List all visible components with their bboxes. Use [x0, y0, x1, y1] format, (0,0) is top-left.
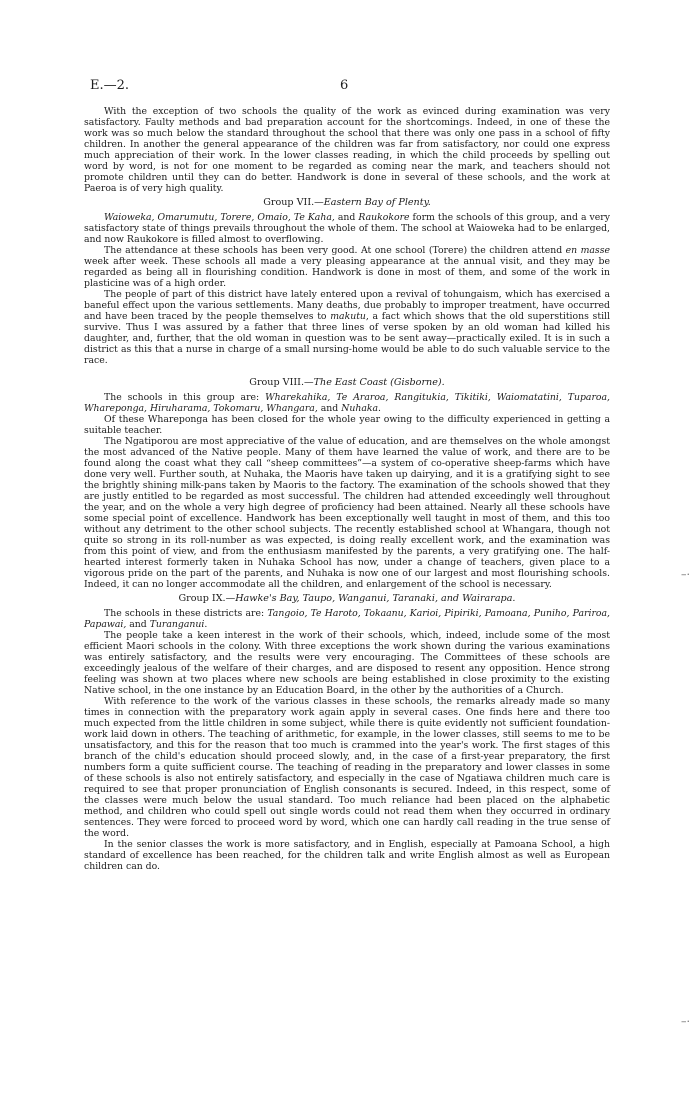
- intro-paragraph: With the exception of two schools the quality of the work as evinced during examination was very satisfactory. Faulty methods and bad preparation account for the shortcomings. Indeed, in one of these the work was so much below the standard throughout the school that there was only one pass in a school of fifty children. In another the general appearance of the children was far from satisfactory, nor could one express much appreciation of their work. In the lower classes reading, in which the child proceeds by spelling out word by word, is not for one moment to be regarded as coming near the mark, and teachers should not promote children until they can do better. Handwork is done in several of these schools, and the work at Paeroa is of very high quality.: [84, 106, 610, 194]
- group-9-paragraph: In the senior classes the work is more satisfactory, and in English, especially at Pamoana School, a high standard of excellence has been reached, for the children talk and write English almost as well as European children can do.: [84, 839, 610, 872]
- group-9-heading: [84, 593, 610, 605]
- page-number: 6: [340, 78, 349, 93]
- italic-word: makutu: [330, 311, 366, 322]
- page-header: [90, 78, 610, 94]
- document-body: [84, 106, 610, 872]
- group-7-paragraph: [84, 289, 610, 366]
- document-code: E.—2.: [90, 78, 130, 93]
- group-8-number: Group VIII.: [249, 377, 305, 388]
- punctuation: .: [204, 619, 208, 630]
- group-7-paragraph: [84, 245, 610, 289]
- paragraph-text: week after week. These schools all made a very pleasing appearance at the annual visit, and they may be regarded as being all in flourishing condition. Handwork is done in most of them, and some of the work in plasticine was of a high order.: [84, 256, 610, 289]
- paragraph-text: The attendance at these schools has been very good. At one school (Torere) the children attend: [104, 245, 566, 256]
- italic-phrase: en masse: [565, 245, 610, 256]
- margin-dash-mark: –·: [681, 568, 690, 581]
- school-name-last: Nuhaka: [341, 403, 379, 414]
- group-8-paragraph: [84, 392, 610, 414]
- school-name-last: Raukokore: [358, 212, 410, 223]
- school-names: Tangoio, Te Haroto, Tokaanu, Karioi, Pipiriki, Pamoana, Puniho, Pariroa, Papawai,: [84, 608, 610, 630]
- school-names: Waioweka, Omarumutu, Torere, Omaio, Te Kaha,: [104, 212, 335, 223]
- group-9-paragraph: [84, 608, 610, 630]
- group-8-paragraph: Of these Whareponga has been closed for the whole year owing to the difficulty experienced in getting a suitable teacher.: [84, 414, 610, 436]
- paragraph-text: The schools in this group are:: [104, 392, 266, 403]
- group-7-heading: [84, 197, 610, 209]
- group-9-paragraph: The people take a keen interest in the work of their schools, which, indeed, include some of the most efficient Maori schools in the colony. With three exceptions the work shown during the various examinations was entirely satisfactory, and the results were very encouraging. The Committees of these schools are exceedingly jealous of the welfare of their charges, and are disposed to resent any opposition. Hence strong feeling was shown at two places where new schools are being established in close proximity to the existing Native school, in the one instance by an Education Board, in the other by the authorities of a Church.: [84, 630, 610, 696]
- group-7-paragraph: [84, 212, 610, 245]
- conjunction: and: [317, 403, 342, 414]
- punctuation: .: [378, 403, 382, 414]
- conjunction: and: [126, 619, 150, 630]
- margin-dash-mark: –·: [681, 1015, 690, 1028]
- group-8-name: —The East Coast (Gisborne).: [304, 377, 445, 388]
- paragraph-text: , a fact which shows that the old superstitions still survive. Thus I was assured by a father that three lines of verse spoken by an old woman had killed his daughter, and, further, that the old woman in question was to be sent away—practically exiled. It is in such a district as this that a nurse in charge of a small nursing-home would be able to do such valuable service to the race.: [84, 311, 610, 366]
- paragraph-text: form the schools of this group, and a very satisfactory state of things prevails throughout the whole of them. The school at Waioweka had to be enlarged, and now Raukokore is filled almost to overflowing.: [84, 212, 610, 245]
- paragraph-text: The people of part of this district have lately entered upon a revival of tohungaism, which has exercised a baneful effect upon the various settlements. Many deaths, due probably to improper treatment, have occurred and have been traced by the people themselves to: [84, 289, 610, 322]
- paragraph-text: The schools in these districts are:: [104, 608, 268, 619]
- school-names: Wharekahika, Te Araroa, Rangitukia, Tikitiki, Waiomatatini, Tuparoa, Whareponga, Hiruharama, Tokomaru, Whangara,: [84, 392, 610, 414]
- conjunction: and: [334, 212, 359, 223]
- group-7-number: Group VII.: [263, 197, 315, 208]
- group-7-name: —Eastern Bay of Plenty.: [314, 197, 431, 208]
- group-9-name: —Hawke's Bay, Taupo, Wanganui, Taranaki, and Wairarapa.: [225, 593, 516, 604]
- school-name-last: Turanganui: [149, 619, 205, 630]
- group-8-paragraph: The Ngatiporou are most appreciative of the value of education, and are themselves on the whole amongst the most advanced of the Native people. Many of them have learned the value of work, and there are to be found along the coast what they call “sheep committees”—a system of co-operative sheep-farms which have done very well. Further south, at Nuhaka, the Maoris have taken up dairying, and it is a gratifying sight to see the brightly shining milk-pans taken by Maoris to the factory. The examination of the schools showed that they are justly entitled to be regarded as most successful. The children had attended exceedingly well throughout the year, and on the whole a very high degree of proficiency had been attained. Nearly all these schools have some special point of excellence. Handwork has been exceptionally well taught in most of them, and this too without any detriment to the other school subjects. The recently established school at Whangara, though not quite so strong in its roll-number as was expected, is doing really excellent work, and the examination was from this point of view, and from the enthusiasm manifested by the parents, a very gratifying one. The half-hearted interest formerly taken in Nuhaka School has now, under a change of teachers, given place to a vigorous pride on the part of the parents, and Nuhaka is now one of our largest and most flourishing schools. Indeed, it can no longer accommodate all the children, and enlargement of the school is necessary.: [84, 436, 610, 590]
- group-8-heading: [84, 377, 610, 389]
- group-9-number: Group IX.: [178, 593, 226, 604]
- group-9-paragraph: With reference to the work of the various classes in these schools, the remarks already made so many times in connection with the preparatory work again apply in several cases. One finds here and there too much expected from the little children in some subject, while there is quite evidently not sufficient foundation-work laid down in others. The teaching of arithmetic, for example, in the lower classes, still seems to me to be unsatisfactory, and this for the reason that too much is crammed into the year's work. The first stages of this branch of the child's education should proceed slowly, and, in the case of a first-year preparatory, the first numbers form a quite sufficient course. The teaching of reading in the preparatory and lower classes in some of these schools is also not entirely satisfactory, and especially in the case of Ngatiawa children much care is required to see that proper pronunciation of English consonants is secured. Indeed, in this respect, some of the classes were much below the usual standard. Too much reliance had been placed on the alphabetic method, and children who could spell out single words could not read them when they occurred in ordinary sentences. They were forced to proceed word by word, which one can hardly call reading in the true sense of the word.: [84, 696, 610, 839]
